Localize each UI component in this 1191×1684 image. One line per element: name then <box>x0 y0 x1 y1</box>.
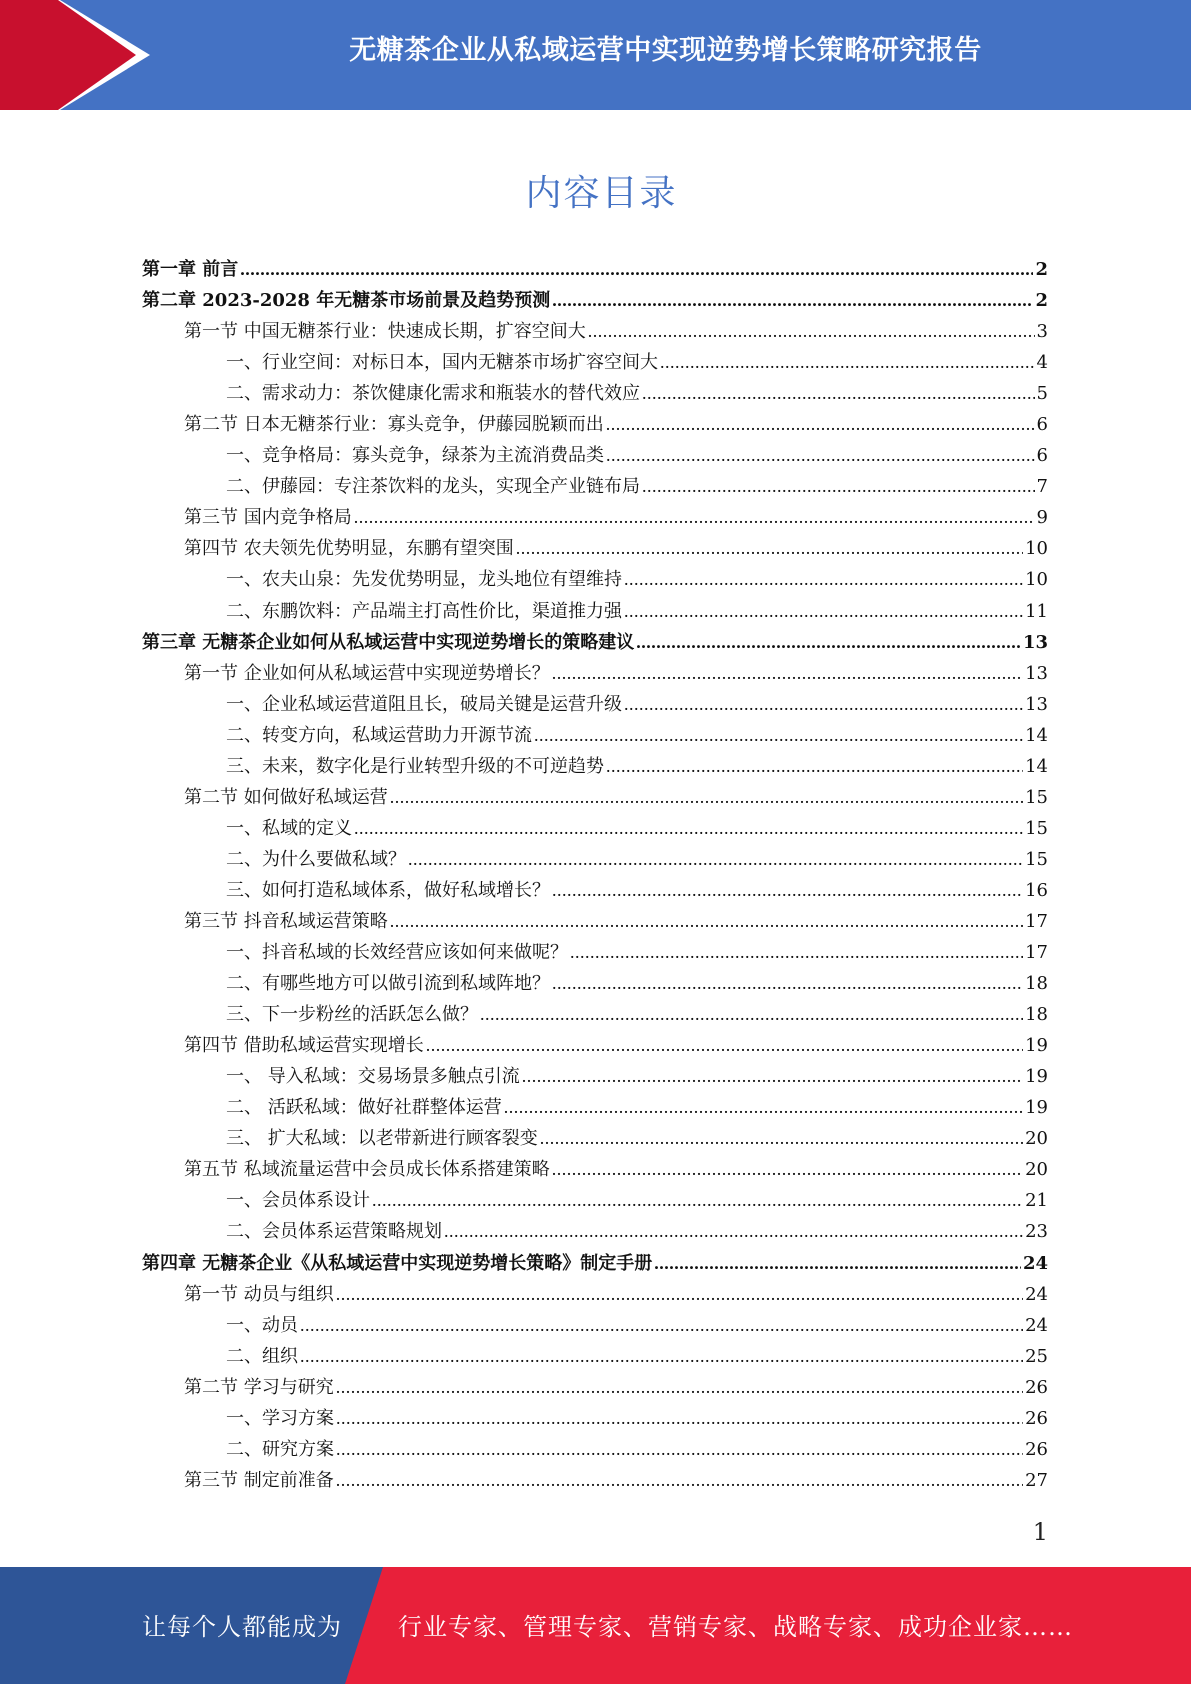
page-header <box>0 0 1191 110</box>
toc-section-entry[interactable] <box>142 533 1048 564</box>
toc-entry-title: 一、企业私域运营道阻且长，破局关键是运营升级 <box>226 693 622 715</box>
toc-dot-leader <box>336 1372 1023 1403</box>
toc-entry-page: 13 <box>1022 631 1048 653</box>
toc-dot-leader <box>480 999 1023 1030</box>
toc-chapter-entry[interactable] <box>142 254 1048 285</box>
toc-dot-leader <box>336 1279 1023 1310</box>
toc-entry-page: 13 <box>1025 662 1048 684</box>
toc-entry-title: 二、组织 <box>226 1345 298 1367</box>
toc-entry-title: 第二章 2023-2028 年无糖茶市场前景及趋势预测 <box>142 290 551 312</box>
toc-entry-title: 第三节 国内竞争格局 <box>184 507 352 529</box>
toc-subsection-entry[interactable] <box>142 1434 1048 1465</box>
toc-subsection-entry[interactable] <box>142 1092 1048 1123</box>
toc-entry-title: 第三节 制定前准备 <box>184 1469 334 1491</box>
toc-subsection-entry[interactable] <box>142 875 1048 906</box>
toc-dot-leader <box>588 316 1035 347</box>
toc-entry-page: 23 <box>1025 1221 1048 1243</box>
toc-entry-page: 14 <box>1025 755 1048 777</box>
toc-entry-page: 14 <box>1025 724 1048 746</box>
toc-entry-page: 27 <box>1025 1469 1048 1491</box>
toc-dot-leader <box>552 1154 1023 1185</box>
toc-entry-page: 20 <box>1025 1128 1048 1150</box>
toc-entry-title: 第一节 中国无糖茶行业：快速成长期，扩容空间大 <box>184 321 586 343</box>
toc-entry-title: 第二节 学习与研究 <box>184 1376 334 1398</box>
toc-subsection-entry[interactable] <box>142 440 1048 471</box>
toc-entry-page: 6 <box>1036 445 1048 467</box>
toc-entry-title: 三、 扩大私域：以老带新进行顾客裂变 <box>226 1128 538 1150</box>
toc-dot-leader <box>570 937 1023 968</box>
toc-entry-title: 一、行业空间：对标日本，国内无糖茶市场扩容空间大 <box>226 352 658 374</box>
toc-entry-page: 17 <box>1025 910 1048 932</box>
toc-entry-page: 16 <box>1025 879 1048 901</box>
toc-dot-leader <box>390 782 1023 813</box>
toc-subsection-entry[interactable] <box>142 937 1048 968</box>
toc-subsection-entry[interactable] <box>142 596 1048 627</box>
toc-entry-page: 24 <box>1025 1314 1048 1336</box>
toc-subsection-entry[interactable] <box>142 1403 1048 1434</box>
toc-entry-title: 第二节 如何做好私域运营 <box>184 786 388 808</box>
toc-entry-title: 一、农夫山泉：先发优势明显，龙头地位有望维持 <box>226 569 622 591</box>
toc-dot-leader <box>654 1248 1021 1279</box>
toc-dot-leader <box>624 564 1023 595</box>
toc-dot-leader <box>240 254 1033 285</box>
toc-dot-leader <box>354 502 1035 533</box>
toc-title: 内容目录 <box>525 173 678 214</box>
toc-dot-leader <box>516 533 1023 564</box>
toc-dot-leader <box>444 1216 1023 1247</box>
toc-entry-page: 13 <box>1025 693 1048 715</box>
toc-entry-page: 19 <box>1025 1097 1048 1119</box>
toc-dot-leader <box>336 1403 1023 1434</box>
toc-chapter-entry[interactable] <box>142 285 1048 316</box>
toc-dot-leader <box>426 1030 1023 1061</box>
toc-section-entry[interactable] <box>142 1465 1048 1496</box>
toc-dot-leader <box>642 378 1035 409</box>
toc-entry-title: 二、东鹏饮料：产品端主打高性价比，渠道推力强 <box>226 600 622 622</box>
toc-entry-page: 15 <box>1025 786 1048 808</box>
toc-subsection-entry[interactable] <box>142 751 1048 782</box>
toc-dot-leader <box>354 813 1023 844</box>
toc-entry-title: 三、未来，数字化是行业转型升级的不可逆趋势 <box>226 755 604 777</box>
footer-slogan-left: 让每个人都能成为 <box>142 1613 342 1641</box>
toc-subsection-entry[interactable] <box>142 564 1048 595</box>
toc-chapter-entry[interactable] <box>142 1248 1048 1279</box>
toc-subsection-entry[interactable] <box>142 813 1048 844</box>
toc-entry-page: 6 <box>1036 414 1048 436</box>
toc-entry-title: 第三节 抖音私域运营策略 <box>184 910 388 932</box>
toc-dot-leader <box>372 1185 1023 1216</box>
toc-entry-title: 三、下一步粉丝的活跃怎么做？ <box>226 1004 478 1026</box>
toc-section-entry[interactable] <box>142 316 1048 347</box>
toc-subsection-entry[interactable] <box>142 471 1048 502</box>
toc-entry-title: 第五节 私域流量运营中会员成长体系搭建策略 <box>184 1159 550 1181</box>
toc-dot-leader <box>642 471 1035 502</box>
toc-entry-title: 一、竞争格局：寡头竞争，绿茶为主流消费品类 <box>226 445 604 467</box>
toc-entry-page: 3 <box>1036 321 1048 343</box>
toc-dot-leader <box>390 906 1023 937</box>
toc-entry-title: 第一节 企业如何从私域运营中实现逆势增长？ <box>184 662 550 684</box>
toc-subsection-entry[interactable] <box>142 844 1048 875</box>
toc-entry-title: 第一章 前言 <box>142 259 239 280</box>
report-title: 无糖茶企业从私域运营中实现逆势增长策略研究报告 <box>349 35 982 66</box>
toc-entry-title: 一、动员 <box>226 1314 298 1336</box>
toc-entry-title: 二、需求动力：茶饮健康化需求和瓶装水的替代效应 <box>226 383 640 405</box>
toc-dot-leader <box>606 751 1023 782</box>
toc-entry-title: 二、研究方案 <box>226 1438 334 1460</box>
toc-entry-page: 4 <box>1036 352 1048 374</box>
toc-section-entry[interactable] <box>142 782 1048 813</box>
toc-subsection-entry[interactable] <box>142 378 1048 409</box>
toc-entry-title: 二、伊藤园：专注茶饮料的龙头，实现全产业链布局 <box>226 476 640 498</box>
toc-dot-leader <box>552 658 1023 689</box>
toc-entry-page: 24 <box>1022 1252 1048 1274</box>
toc-section-entry[interactable] <box>142 1279 1048 1310</box>
toc-section-entry[interactable] <box>142 1030 1048 1061</box>
toc-subsection-entry[interactable] <box>142 1310 1048 1341</box>
toc-dot-leader <box>540 1123 1023 1154</box>
toc-entry-page: 10 <box>1025 569 1048 591</box>
toc-entry-title: 二、会员体系运营策略规划 <box>226 1221 442 1243</box>
toc-dot-leader <box>408 844 1023 875</box>
toc-entry-page: 18 <box>1025 1004 1048 1026</box>
toc-chapter-entry[interactable] <box>142 627 1048 658</box>
toc-dot-leader <box>522 1061 1023 1092</box>
toc-entry-page: 19 <box>1025 1035 1048 1057</box>
toc-subsection-entry[interactable] <box>142 1341 1048 1372</box>
toc-subsection-entry[interactable] <box>142 1061 1048 1092</box>
toc-subsection-entry[interactable] <box>142 347 1048 378</box>
toc-entry-title: 第二节 日本无糖茶行业：寡头竞争，伊藤园脱颖而出 <box>184 414 604 436</box>
toc-dot-leader <box>606 440 1035 471</box>
toc-dot-leader <box>300 1310 1023 1341</box>
toc-entry-page: 20 <box>1025 1159 1048 1181</box>
toc-entry-page: 26 <box>1025 1376 1048 1398</box>
toc-entry-page: 9 <box>1036 507 1048 529</box>
toc-dot-leader <box>552 968 1023 999</box>
toc-dot-leader <box>660 347 1035 378</box>
toc-entry-page: 17 <box>1025 942 1048 964</box>
toc-entry-page: 19 <box>1025 1066 1048 1088</box>
toc-entry-page: 11 <box>1025 600 1048 622</box>
toc-section-entry[interactable] <box>142 658 1048 689</box>
toc-dot-leader <box>300 1341 1023 1372</box>
toc-entry-title: 二、为什么要做私域？ <box>226 848 406 870</box>
toc-subsection-entry[interactable] <box>142 1185 1048 1216</box>
toc-dot-leader <box>636 627 1021 658</box>
toc-section-entry[interactable] <box>142 1372 1048 1403</box>
toc-entry-page: 10 <box>1025 538 1048 560</box>
toc-entry-page: 2 <box>1035 259 1048 280</box>
toc-entry-page: 21 <box>1025 1190 1048 1212</box>
toc-entry-page: 15 <box>1025 848 1048 870</box>
toc-entry-title: 一、私域的定义 <box>226 817 352 839</box>
toc-dot-leader <box>624 596 1023 627</box>
toc-entry-page: 5 <box>1036 383 1048 405</box>
toc-entry-page: 7 <box>1036 476 1048 498</box>
table-of-contents <box>142 254 1048 1496</box>
toc-entry-title: 二、有哪些地方可以做引流到私域阵地？ <box>226 973 550 995</box>
toc-dot-leader <box>504 1092 1023 1123</box>
toc-dot-leader <box>624 689 1023 720</box>
toc-entry-title: 第三章 无糖茶企业如何从私域运营中实现逆势增长的策略建议 <box>142 631 635 653</box>
toc-entry-title: 第四节 农夫领先优势明显，东鹏有望突围 <box>184 538 514 560</box>
toc-dot-leader <box>534 720 1023 751</box>
toc-section-entry[interactable] <box>142 502 1048 533</box>
toc-dot-leader <box>552 285 1033 316</box>
toc-subsection-entry[interactable] <box>142 1123 1048 1154</box>
toc-dot-leader <box>336 1434 1023 1465</box>
toc-section-entry[interactable] <box>142 906 1048 937</box>
toc-entry-page: 15 <box>1025 817 1048 839</box>
toc-subsection-entry[interactable] <box>142 1216 1048 1247</box>
toc-subsection-entry[interactable] <box>142 689 1048 720</box>
toc-entry-title: 一、学习方案 <box>226 1407 334 1429</box>
toc-entry-page: 26 <box>1025 1438 1048 1460</box>
toc-entry-page: 25 <box>1025 1345 1048 1367</box>
toc-entry-page: 18 <box>1025 973 1048 995</box>
toc-section-entry[interactable] <box>142 1154 1048 1185</box>
page-number: 1 <box>1032 1518 1048 1546</box>
toc-entry-title: 一、抖音私域的长效经营应该如何来做呢？ <box>226 942 568 964</box>
toc-entry-title: 二、 活跃私域：做好社群整体运营 <box>226 1097 502 1119</box>
toc-entry-title: 三、如何打造私域体系，做好私域增长？ <box>226 879 550 901</box>
page-footer <box>0 1567 1191 1684</box>
toc-entry-page: 24 <box>1025 1283 1048 1305</box>
toc-subsection-entry[interactable] <box>142 968 1048 999</box>
footer-slogan-right: 行业专家、管理专家、营销专家、战略专家、成功企业家…… <box>398 1613 1073 1641</box>
toc-subsection-entry[interactable] <box>142 999 1048 1030</box>
toc-dot-leader <box>336 1465 1023 1496</box>
toc-dot-leader <box>552 875 1023 906</box>
toc-subsection-entry[interactable] <box>142 720 1048 751</box>
toc-entry-title: 第四节 借助私域运营实现增长 <box>184 1035 424 1057</box>
toc-entry-title: 第四章 无糖茶企业《从私域运营中实现逆势增长策略》制定手册 <box>142 1252 653 1274</box>
toc-entry-title: 一、 导入私域：交易场景多触点引流 <box>226 1066 520 1088</box>
toc-section-entry[interactable] <box>142 409 1048 440</box>
toc-dot-leader <box>606 409 1035 440</box>
toc-entry-page: 2 <box>1035 290 1048 312</box>
toc-entry-page: 26 <box>1025 1407 1048 1429</box>
toc-entry-title: 第一节 动员与组织 <box>184 1283 334 1305</box>
toc-entry-title: 二、转变方向，私域运营助力开源节流 <box>226 724 532 746</box>
toc-entry-title: 一、会员体系设计 <box>226 1190 370 1212</box>
